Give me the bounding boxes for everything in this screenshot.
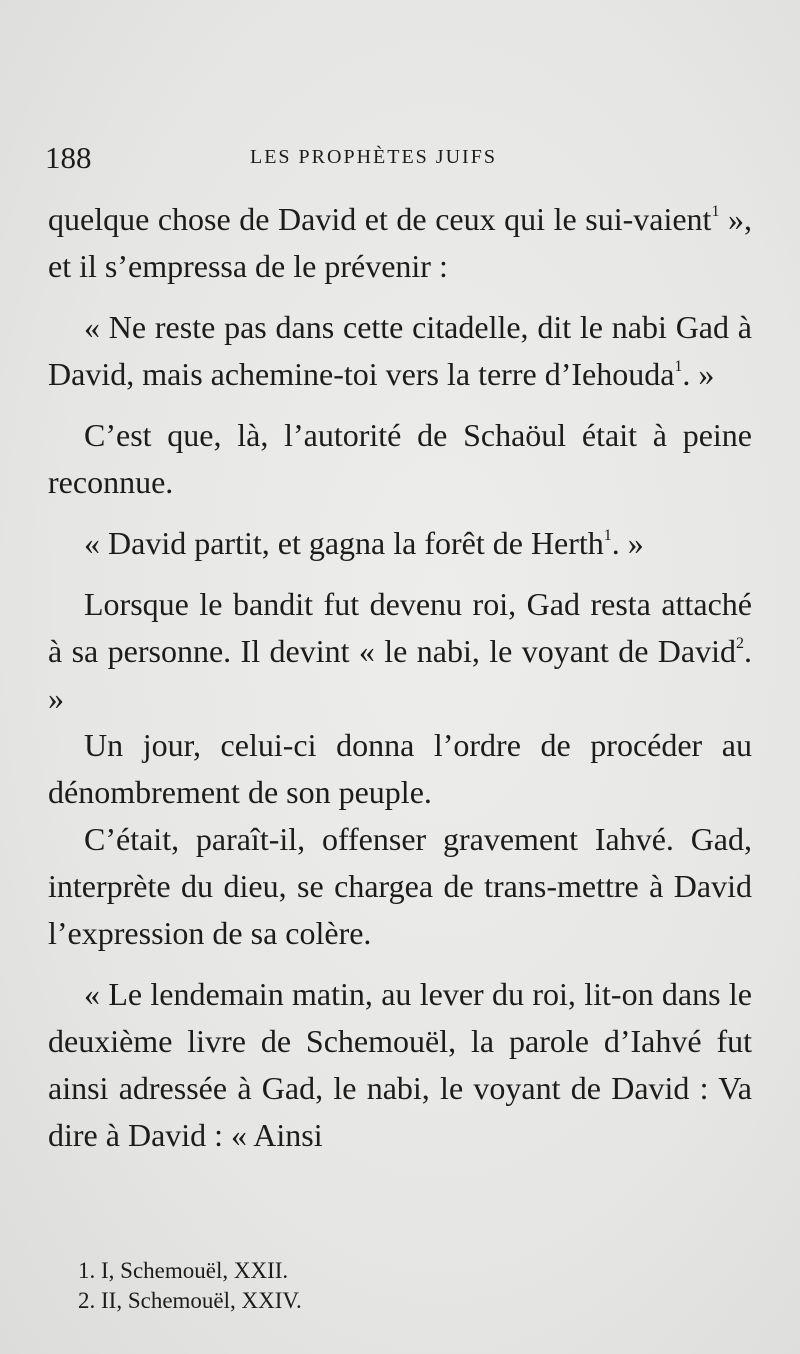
footnote: 1. I, Schemouël, XXII. <box>78 1258 289 1283</box>
paragraph: Un jour, celui-ci donna l’ordre de procéder au dénombrement de son peuple. <box>48 727 752 810</box>
paragraph <box>48 581 752 722</box>
paragraph-text: « Ne reste pas dans cette citadelle, dit le nabi Gad à David, mais achemine-toi vers la terre d’Iehouda <box>48 309 752 392</box>
paragraph-text: Lorsque le bandit fut devenu roi, Gad resta attaché à sa personne. Il devint « le nabi, le voyant de David <box>48 586 752 669</box>
footnote: 2. II, Schemouël, XXIV. <box>78 1288 302 1313</box>
page-number: 188 <box>45 140 92 175</box>
footnote-ref: 2 <box>736 635 744 652</box>
footnote-ref: 1 <box>603 527 612 544</box>
running-head: LES PROPHÈTES JUIFS <box>250 146 497 168</box>
footnote-ref: 1 <box>674 358 683 375</box>
paragraph-text: quelque chose de David et de ceux qui le sui-vaient <box>48 201 712 237</box>
paragraph: C’est que, là, l’autorité de Schaöul était à peine reconnue. <box>48 417 752 500</box>
page-header <box>45 140 750 180</box>
paragraph <box>48 196 752 290</box>
paragraph-text: . » <box>682 356 715 392</box>
paragraph-text: . » <box>611 525 644 561</box>
body-text <box>48 196 752 1159</box>
paragraph: C’était, paraît-il, offenser gravement Iahvé. Gad, interprète du dieu, se chargea de trans-mettre à David l’expression de sa colère. <box>48 821 752 951</box>
paragraph-text: », et il s’empressa de le prévenir : <box>48 201 753 284</box>
paragraph-text: « David partit, et gagna la forêt de Herth <box>84 525 604 561</box>
paragraph-text: . » <box>48 633 752 716</box>
footnotes <box>78 1256 302 1316</box>
paragraph <box>48 304 752 398</box>
paragraph <box>48 520 752 567</box>
footnote-ref: 1 <box>711 203 720 220</box>
paragraph: « Le lendemain matin, au lever du roi, lit-on dans le deuxième livre de Schemouël, la parole d’Iahvé fut ainsi adressée à Gad, le nabi, le voyant de David : Va dire à David : « Ainsi <box>48 976 752 1153</box>
